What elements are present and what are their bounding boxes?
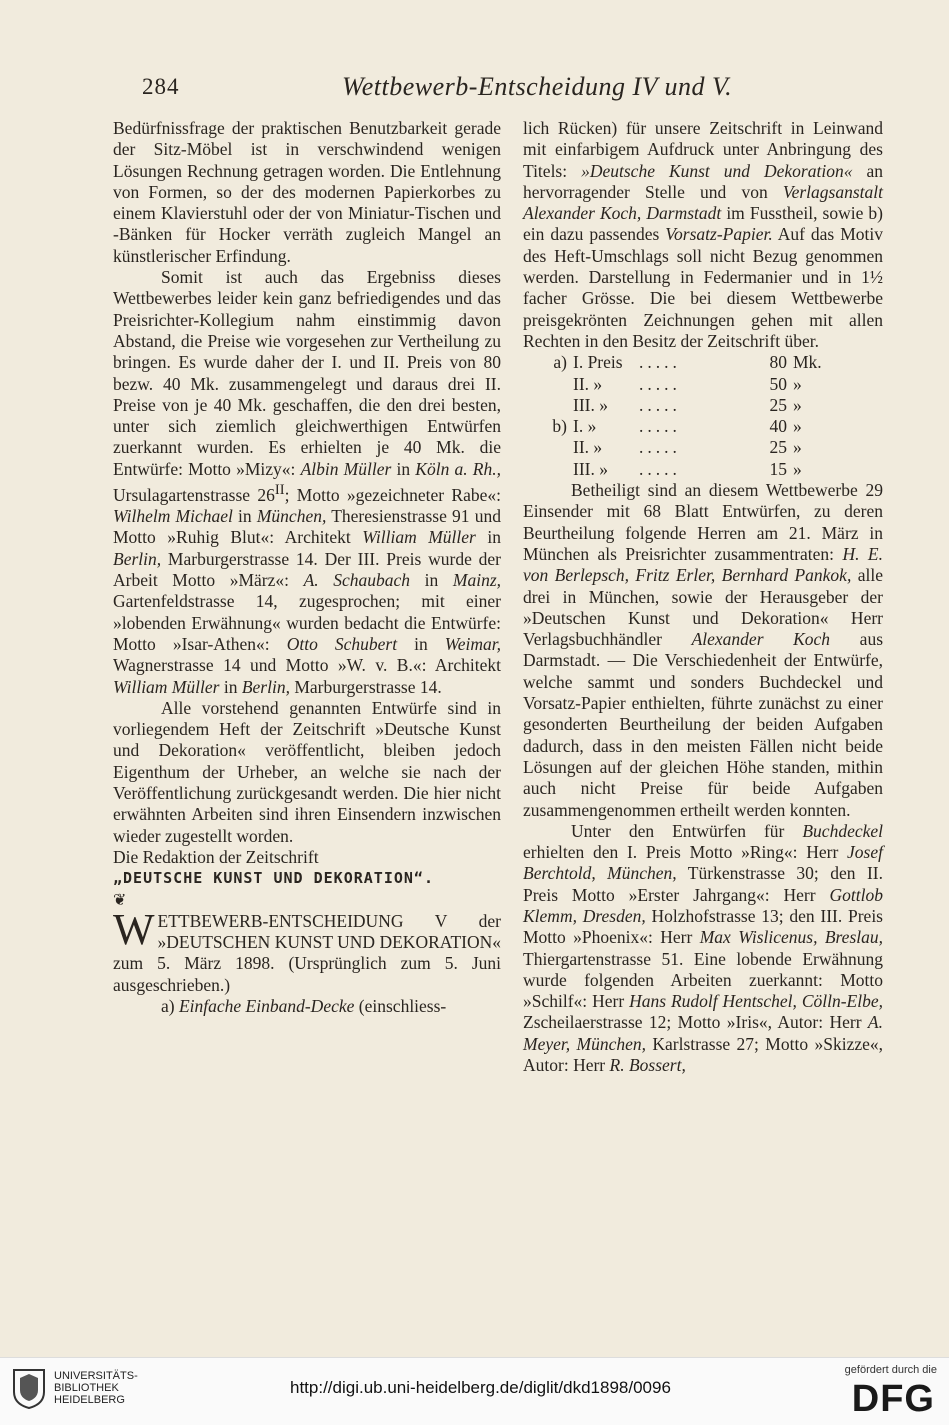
section-heading: WETTBEWERB-ENTSCHEIDUNG V der »DEUTSCHEN KUNST UND DEKORATION« zum 5. März 1898. (Ursprünglich zum 5. Juni ausgeschrieben.) xyxy=(113,904,501,995)
signature-line: Die Redaktion der Zeitschrift xyxy=(113,846,319,867)
right-column xyxy=(523,118,883,1076)
prize-row: II. » ..... 25 » xyxy=(573,437,802,458)
paragraph: a) Einfache Einband-Decke (einschliess- xyxy=(161,996,447,1016)
library-name: UNIVERSITÄTS- BIBLIOTHEK HEIDELBERG xyxy=(54,1370,138,1406)
paragraph: Bedürfnissfrage der praktischen Benutzbarkeit gerade der Sitz-Möbel ist in verschwindend wenigen Lösungen Rechnung getragen worden. Die Entlehnung von Formen, so der des modernen Papierkorbes zu einem Klavierstuhl oder der von Miniatur-Tischen und -Bänken für Hocker verräth zugleich Mangel an künstlerischer Erfindung. xyxy=(113,118,501,266)
prize-row: a) I. Preis ..... 80 Mk. xyxy=(553,352,822,373)
drop-cap: W xyxy=(113,904,155,954)
running-title: Wettbewerb-Entscheidung IV und V. xyxy=(342,72,733,101)
dfg-logo: DFG xyxy=(851,1378,935,1420)
footer-bar xyxy=(0,1357,949,1425)
university-seal-icon xyxy=(10,1366,48,1410)
prize-row: III. » ..... 15 » xyxy=(573,458,802,479)
signature-journal: „DEUTSCHE KUNST UND DEKORATION“. xyxy=(113,869,434,888)
paragraph: Unter den Entwürfen für Buchdeckel erhielten den I. Preis Motto »Ring«: Herr Josef Berchtold, München, Türkenstrasse 30; den II. Preis Motto »Erster Jahrgang«: Herr Gottlob Klemm, Dresden, Holzhofstrasse 13; den III. Preis Motto »Phoenix«: Herr Max Wislicenus, Breslau, Thiergartenstrasse 51. Eine lobende Erwähnung wurde folgenden Arbeiten zuerkannt: Motto »Schilf«: Herr Hans Rudolf Hentschel, Cölln-Elbe, Zscheilaerstrasse 12; Motto »Iris«, Autor: Herr A. Meyer, München, Karlstrasse 27; Motto »Skizze«, Autor: Herr R. Bossert, xyxy=(523,820,883,1076)
prize-table xyxy=(523,352,883,480)
prize-row: II. » ..... 50 » xyxy=(573,373,802,394)
prize-row: III. » ..... 25 » xyxy=(573,394,802,415)
paragraph: Somit ist auch das Ergebniss dieses Wettbewerbes leider kein ganz befriedigendes und das Preisrichter-Kollegium nahm einstimmig davon Abstand, die Preise wie vorgesehen zur Vertheilung zu bringen. Es wurde daher der I. und II. Preis von 80 bezw. 40 Mk. zusammengelegt und daraus drei II. Preise von je 40 Mk. geschaffen, die den drei besten, unter sich ziemlich gleichwerthigen Entwürfen zuerkannt wurden. Es erhielten je 40 Mk. die Entwürfe: Motto »Mizy«: Albin Müller in Köln a. Rh., Ursulagartenstrasse $26^{II}$; Motto »gezeichneter Rabe«: Wilhelm Michael in München, Theresienstrasse 91 und Motto »Ruhig Blut«: Architekt William Müller in Berlin, Marburgerstrasse 14. Der III. Preis wurde der Arbeit Motto »März«: A. Schaubach in Mainz, Gartenfeldstrasse 14, zugesprochen; mit einer »lobenden Erwähnung« wurden bedacht die Entwürfe: Motto »Isar-Athen«: Otto Schubert in Weimar, Wagnerstrasse 14 und Motto »W. v. B.«: Architekt William Müller in Berlin, Marburgerstrasse 14. xyxy=(113,267,501,697)
paragraph: Betheiligt sind an diesem Wettbewerbe 29 Einsender mit 68 Blatt Entwürfen, zu deren Beurtheilung folgende Herren am 21. März in München als Preisrichter zusammentraten: H. E. von Berlepsch, Fritz Erler, Bernhard Pankok, alle drei in München, sowie der Herausgeber der »Deutschen Kunst und Dekoration« Herr Verlagsbuchhändler Alexander Koch aus Darmstadt. — Die Verschiedenheit der Entwürfe, welche sammt und sonders Buchdeckel und Vorsatz-Papier enthielten, führte zunächst zu einer gesonderten Beurtheilung der beiden Aufgaben dadurch, dass in den meisten Fällen nicht beide Lösungen auf der gleichen Höhe standen, mithin auch nicht Preise für beide Aufgaben zusammengenommen ertheilt werden konnten. xyxy=(523,480,883,820)
paragraph: Alle vorstehend genannten Entwürfe sind in vorliegendem Heft der Zeitschrift »Deutsche Kunst und Dekoration« veröffentlicht, bleiben jedoch Eigenthum der Urheber, an welche sie nach der Veröffentlichung zurückgesandt werden. Die hier nicht erwähnten Arbeiten sind ihren Einsendern inzwischen wieder zugestellt worden. xyxy=(113,697,501,846)
prize-row: b) I. » ..... 40 » xyxy=(552,416,802,437)
funding-note: gefördert durch die xyxy=(844,1364,937,1376)
page-header xyxy=(142,68,902,108)
left-column xyxy=(113,118,501,1017)
paragraph: lich Rücken) für unsere Zeitschrift in Leinwand mit einfarbigem Aufdruck unter Anbringung des Titels: »Deutsche Kunst und Dekoration« an hervorragender Stelle und von Verlagsanstalt Alexander Koch, Darmstadt im Fusstheil, sowie b) ein dazu passendes Vorsatz-Papier. Auf das Motiv des Heft-Umschlags soll nicht Bezug genommen werden. Darstellung in Federmanier und in 1½ facher Grösse. Die bei diesem Wettbewerbe preisgekrönten Zeichnungen gehen mit allen Rechten in den Besitz der Zeitschrift über. xyxy=(523,118,883,351)
ornament-icon: ❦ xyxy=(113,891,127,909)
page-number: 284 xyxy=(142,74,180,99)
source-link[interactable]: http://digi.ub.uni-heidelberg.de/diglit/dkd1898/0096 xyxy=(290,1378,671,1397)
